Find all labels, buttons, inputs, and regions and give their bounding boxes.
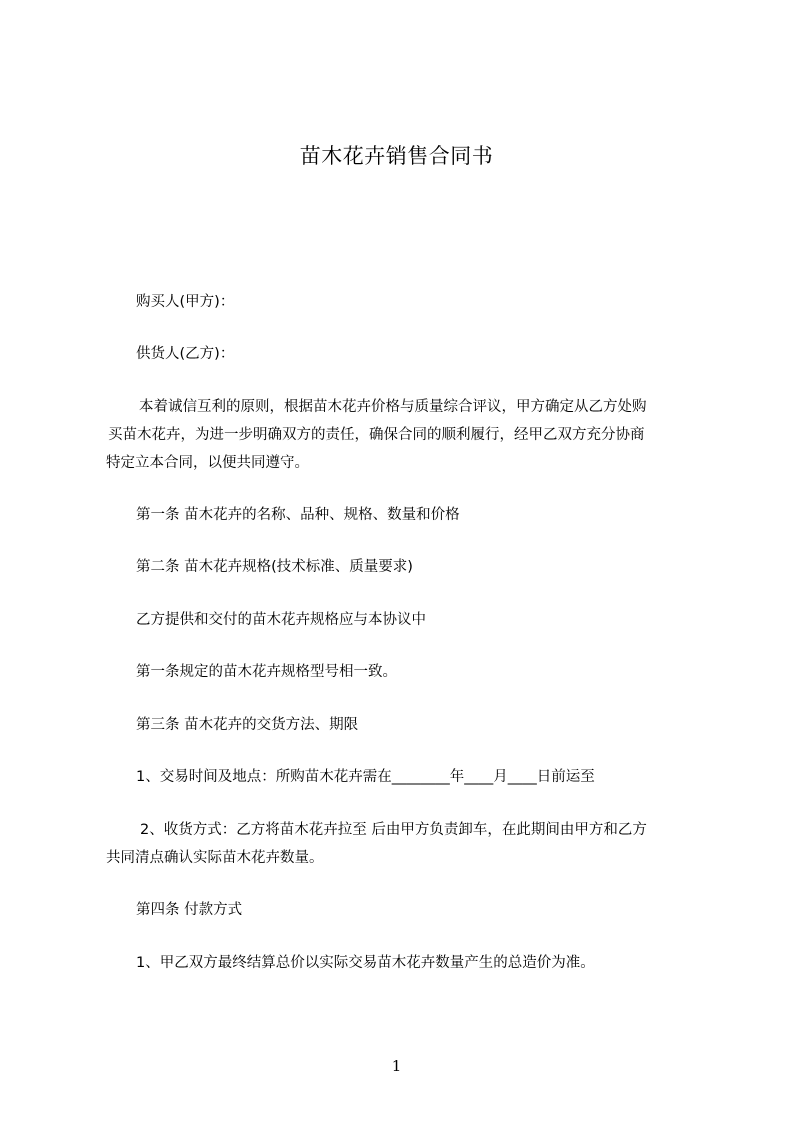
supplier-line: 供货人(乙方)：	[136, 346, 235, 362]
page-number: 1	[391, 1057, 402, 1075]
article-2-text-2: 第一条规定的苗木花卉规格型号相一致。	[136, 664, 397, 680]
article-3-heading: 第三条 苗木花卉的交货方法、期限	[136, 717, 359, 733]
document-title: 苗木花卉销售合同书	[299, 144, 494, 168]
intro-line-3: 特定立本合同，以便共同遵守。	[106, 455, 309, 471]
article-2-text-1: 乙方提供和交付的苗木花卉规格应与本协议中	[136, 612, 426, 628]
intro-line-2: 买苗木花卉，为进一步明确双方的责任，确保合同的顺利履行，经甲乙双方充分协商	[108, 427, 645, 443]
intro-line-1: 本着诚信互利的原则，根据苗木花卉价格与质量综合评议，甲方确定从乙方处购	[139, 399, 647, 415]
article-3-item-2-line-1: 2、收货方式：乙方将苗木花卉拉至 后由甲方负责卸车，在此期间由甲方和乙方	[140, 822, 647, 838]
article-1-heading: 第一条 苗木花卉的名称、品种、规格、数量和价格	[136, 507, 460, 523]
article-4-item-1: 1、甲乙双方最终结算总价以实际交易苗木花卉数量产生的总造价为准。	[136, 955, 595, 971]
buyer-line: 购买人(甲方)：	[136, 294, 235, 310]
article-3-item-2-line-2: 共同清点确认实际苗木花卉数量。	[106, 850, 324, 866]
article-3-item-1: 1、交易时间及地点：所购苗木花卉需在________年____月____日前运至	[136, 769, 595, 785]
article-2-heading: 第二条 苗木花卉规格(技术标准、质量要求)	[136, 559, 413, 575]
article-4-heading: 第四条 付款方式	[136, 902, 243, 918]
